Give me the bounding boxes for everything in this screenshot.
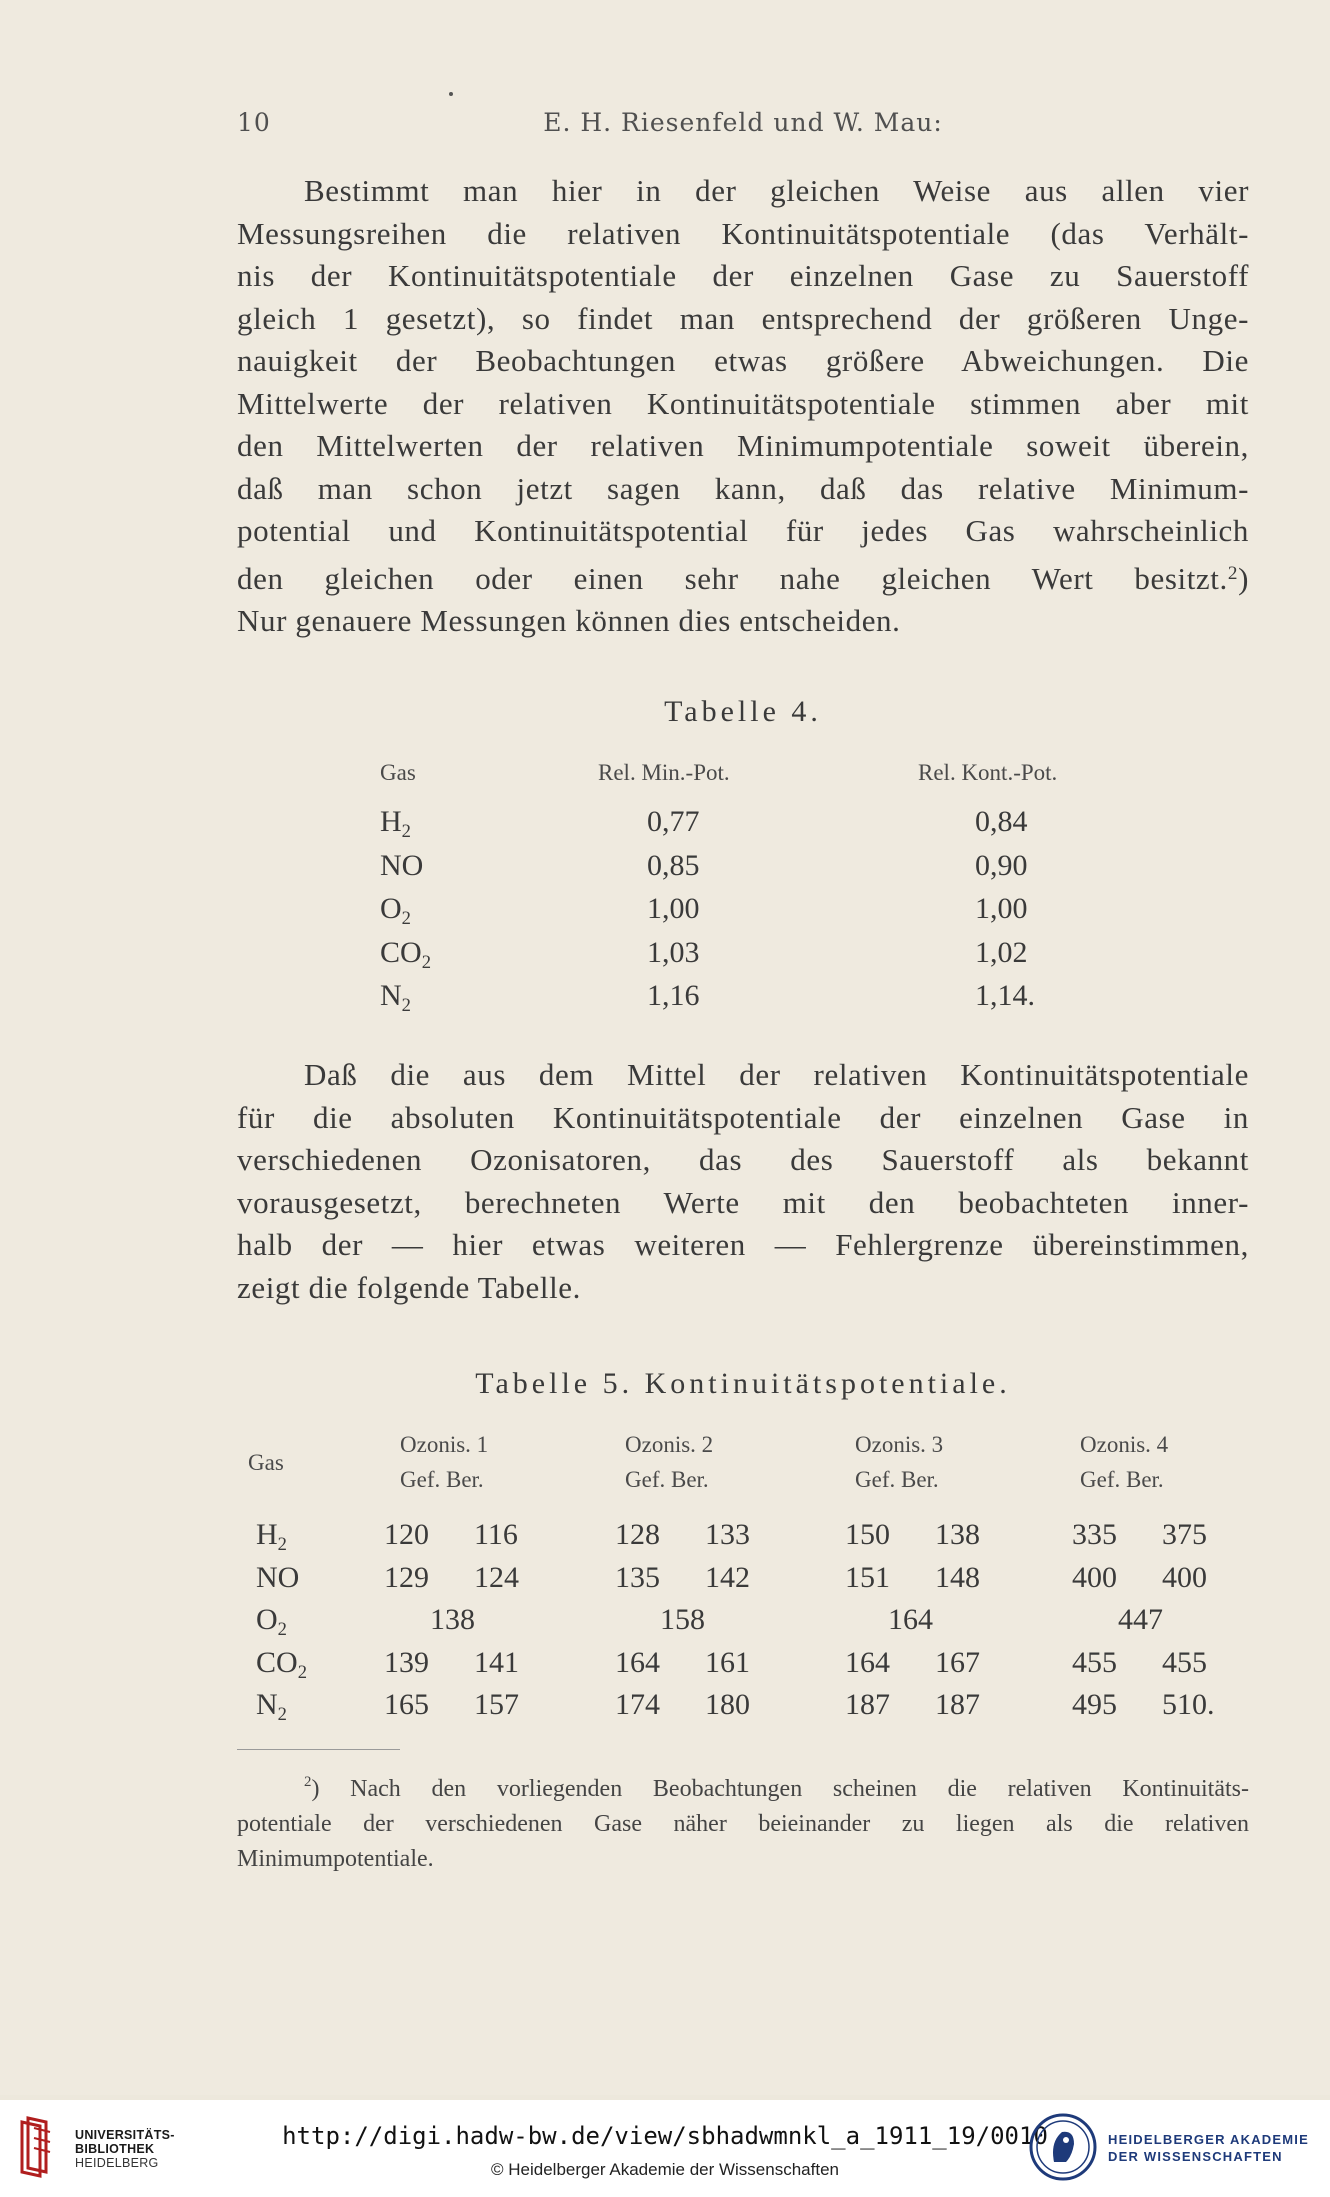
gas-label [256, 1561, 299, 1595]
table5-gef-value: 139 [384, 1645, 429, 1679]
table5-value: 447 [1118, 1603, 1163, 1636]
table5-ber-value: 141 [474, 1645, 519, 1679]
gas-label [256, 1688, 287, 1726]
footnote-line [237, 1842, 1249, 1877]
gas-formula: NO [380, 848, 424, 882]
paragraph1-line: Messungsreihen die relativen Kontinuitätspotentiale (das Verhält- [237, 215, 1249, 251]
paragraph1-line: Nur genauere Messungen können dies entscheiden. [237, 603, 901, 638]
gas-formula: H [380, 805, 402, 838]
table5-subheader: Gef. Ber. [855, 1467, 939, 1492]
gas-label [256, 1646, 307, 1684]
table4-column-header: Rel. Min.-Pot. [598, 760, 730, 785]
table5-ber-value: 375 [1162, 1518, 1207, 1551]
table4-column-header: Rel. Kont.-Pot. [918, 760, 1058, 785]
gas-subscript: 2 [401, 995, 411, 1016]
table5-ber-value: 138 [935, 1518, 980, 1551]
table5-ber-value: 510. [1162, 1688, 1215, 1721]
footnote-rule [237, 1749, 400, 1750]
paragraph1-line: den gleichen oder einen sehr nahe gleichen Wert besitzt.$^2$) [237, 560, 1249, 596]
footnote-line [237, 1807, 1249, 1842]
paragraph1-line: gleich 1 gesetzt), so findet man entsprechend der größeren Unge- [237, 300, 1249, 336]
academy-name: HEIDELBERGER AKADEMIE DER WISSENSCHAFTEN [1108, 2132, 1309, 2164]
table5-group-header: Ozonis. 1 [400, 1432, 489, 1457]
table5-value: 158 [660, 1603, 705, 1636]
table5-group-header: Ozonis. 4 [1080, 1432, 1169, 1457]
table5-title: Tabelle 5. Kontinuitätspotentiale. [475, 1367, 1011, 1400]
table5-ber-value: 400 [1162, 1560, 1207, 1594]
paragraph-1 [237, 170, 1249, 643]
table5-ber-value: 180 [705, 1688, 750, 1721]
footnote-text: Nach den vorliegenden Beobachtungen scheinen die relativen Kontinuitäts- [350, 1776, 1249, 1802]
page-number: 10 [237, 108, 271, 137]
gas-subscript: 2 [277, 1534, 287, 1555]
table4-min-value: 0,85 [647, 848, 700, 882]
gas-subscript: 2 [277, 1704, 287, 1725]
copyright-text: © Heidelberger Akademie der Wissenschaften [491, 2160, 839, 2179]
footnote-text: Minimumpotentiale. [237, 1846, 434, 1872]
viewer-footer [0, 2100, 1330, 2197]
table4-min-value: 1,03 [647, 935, 700, 969]
table5-gef-value: 495 [1072, 1688, 1117, 1721]
table5-gef-value: 150 [845, 1518, 890, 1551]
table5-ber-value: 157 [474, 1688, 519, 1721]
table5-ber-value: 148 [935, 1560, 980, 1594]
table5-gef-value: 151 [845, 1560, 890, 1594]
paragraph2-line: Daß die aus dem Mittel der relativen Kontinuitätspotentiale [304, 1057, 1249, 1092]
paragraph1-line: nauigkeit der Beobachtungen etwas größere Abweichungen. Die [237, 343, 1249, 378]
gas-subscript: 2 [277, 1619, 287, 1640]
paragraph-2 [237, 1054, 1249, 1309]
footnote-mark-paren: ) [311, 1776, 320, 1802]
gas-subscript: 2 [401, 908, 411, 929]
paragraph1-line: potential und Kontinuitätspotential für jedes Gas wahrscheinlich [237, 513, 1249, 548]
gas-subscript: 2 [401, 821, 411, 842]
table4-kont-value: 1,14. [975, 979, 1035, 1012]
paragraph1-line: Mittelwerte der relativen Kontinuitätspotentiale stimmen aber mit [237, 385, 1249, 421]
table4-kont-value: 1,02 [975, 935, 1028, 969]
library-name: UNIVERSITÄTS- BIBLIOTHEK HEIDELBERG [75, 2128, 175, 2170]
paragraph2-line: verschiedenen Ozonisatoren, das des Sauerstoff als bekannt [237, 1142, 1249, 1177]
paragraph2-line: halb der — hier etwas weiteren — Fehlergrenze übereinstimmen, [237, 1227, 1249, 1262]
footnote-ref-paren: ) [1238, 560, 1249, 596]
table5-gef-value: 335 [1072, 1518, 1117, 1551]
table5-gef-value: 165 [384, 1688, 429, 1721]
gas-formula: N [380, 979, 402, 1012]
footnote-text: potentiale der verschiedenen Gase näher beieinander zu liegen als die relativen [237, 1811, 1249, 1837]
table5-gef-value: 128 [615, 1518, 660, 1551]
table4-min-value: 0,77 [647, 805, 700, 838]
table5-gef-value: 174 [615, 1688, 660, 1721]
footnote [237, 1765, 1249, 1877]
table4-min-value: 1,00 [647, 892, 700, 925]
paragraph2-line: vorausgesetzt, berechneten Werte mit den beobachteten inner- [237, 1184, 1249, 1220]
paragraph2-line: für die absoluten Kontinuitätspotentiale der einzelnen Gase in [237, 1099, 1249, 1135]
footnote-ref: 2 [1227, 562, 1239, 584]
table4-kont-value: 1,00 [975, 892, 1028, 925]
table4-column-header: Gas [380, 760, 416, 785]
table5-group-header: Ozonis. 2 [625, 1432, 714, 1457]
paragraph1-line: nis der Kontinuitätspotentiale der einzelnen Gase zu Sauerstoff [237, 258, 1249, 293]
table5-ber-value: 455 [1162, 1645, 1207, 1679]
table5-gef-value: 455 [1072, 1645, 1117, 1679]
gas-formula: N [256, 1688, 278, 1721]
table5-gef-value: 164 [845, 1645, 890, 1679]
running-header [237, 108, 1249, 142]
gas-label [256, 1518, 287, 1556]
gas-formula: O [380, 892, 402, 925]
permalink-url[interactable]: http://digi.hadw-bw.de/view/sbhadwmnkl_a_1911_19/0010 [282, 2122, 1048, 2150]
footnote-line [237, 1765, 1249, 1807]
gas-formula: H [256, 1518, 278, 1551]
gas-formula: O [256, 1603, 278, 1636]
gas-label [380, 936, 431, 974]
gas-formula: CO [380, 935, 422, 969]
paragraph2-line: zeigt die folgende Tabelle. [237, 1269, 581, 1305]
running-title: E. H. Riesenfeld und W. Mau: [543, 108, 943, 137]
table5-value: 138 [430, 1603, 475, 1636]
speck-mark [449, 92, 453, 96]
table4-min-value: 1,16 [647, 979, 700, 1012]
gas-label [380, 892, 411, 930]
gas-formula: NO [256, 1560, 300, 1594]
gas-label [380, 849, 423, 883]
gas-label [380, 805, 411, 843]
table5-gef-value: 120 [384, 1518, 429, 1551]
table5-gef-value: 129 [384, 1560, 429, 1594]
table5-subheader: Gef. Ber. [400, 1467, 484, 1492]
table5-gef-value: 164 [615, 1645, 660, 1679]
academy-seal-icon [1028, 2112, 1098, 2182]
table4-kont-value: 0,90 [975, 848, 1028, 882]
gas-subscript: 2 [297, 1661, 307, 1683]
paragraph1-line: den Mittelwerten der relativen Minimumpotentiale soweit überein, [237, 428, 1249, 463]
paragraph1-line: daß man schon jetzt sagen kann, daß das relative Minimum- [237, 470, 1249, 506]
table5-ber-value: 167 [935, 1645, 980, 1679]
table5-value: 164 [888, 1603, 933, 1636]
table5-subheader: Gef. Ber. [1080, 1467, 1164, 1492]
paragraph1-line: Bestimmt man hier in der gleichen Weise aus allen vier [304, 173, 1249, 208]
table5-group-header: Ozonis. 3 [855, 1432, 944, 1457]
table5-subheader: Gef. Ber. [625, 1467, 709, 1492]
table5-gef-value: 400 [1072, 1560, 1117, 1594]
table5-gef-value: 187 [845, 1688, 890, 1721]
gas-subscript: 2 [421, 951, 431, 973]
table5-ber-value: 116 [474, 1518, 518, 1551]
footnote-mark: 2 [304, 1774, 312, 1790]
gas-label [256, 1603, 287, 1641]
table4-title: Tabelle 4. [664, 695, 822, 728]
table5-ber-value: 187 [935, 1688, 980, 1721]
table5-ber-value: 133 [705, 1518, 750, 1551]
table4-kont-value: 0,84 [975, 805, 1028, 838]
table5-ber-value: 161 [705, 1645, 750, 1679]
gas-label [380, 979, 411, 1017]
table5-gas-header: Gas [248, 1450, 284, 1475]
gas-formula: CO [256, 1645, 298, 1679]
table5-ber-value: 142 [705, 1560, 750, 1594]
table5-gef-value: 135 [615, 1560, 660, 1594]
table5-ber-value: 124 [474, 1560, 519, 1594]
